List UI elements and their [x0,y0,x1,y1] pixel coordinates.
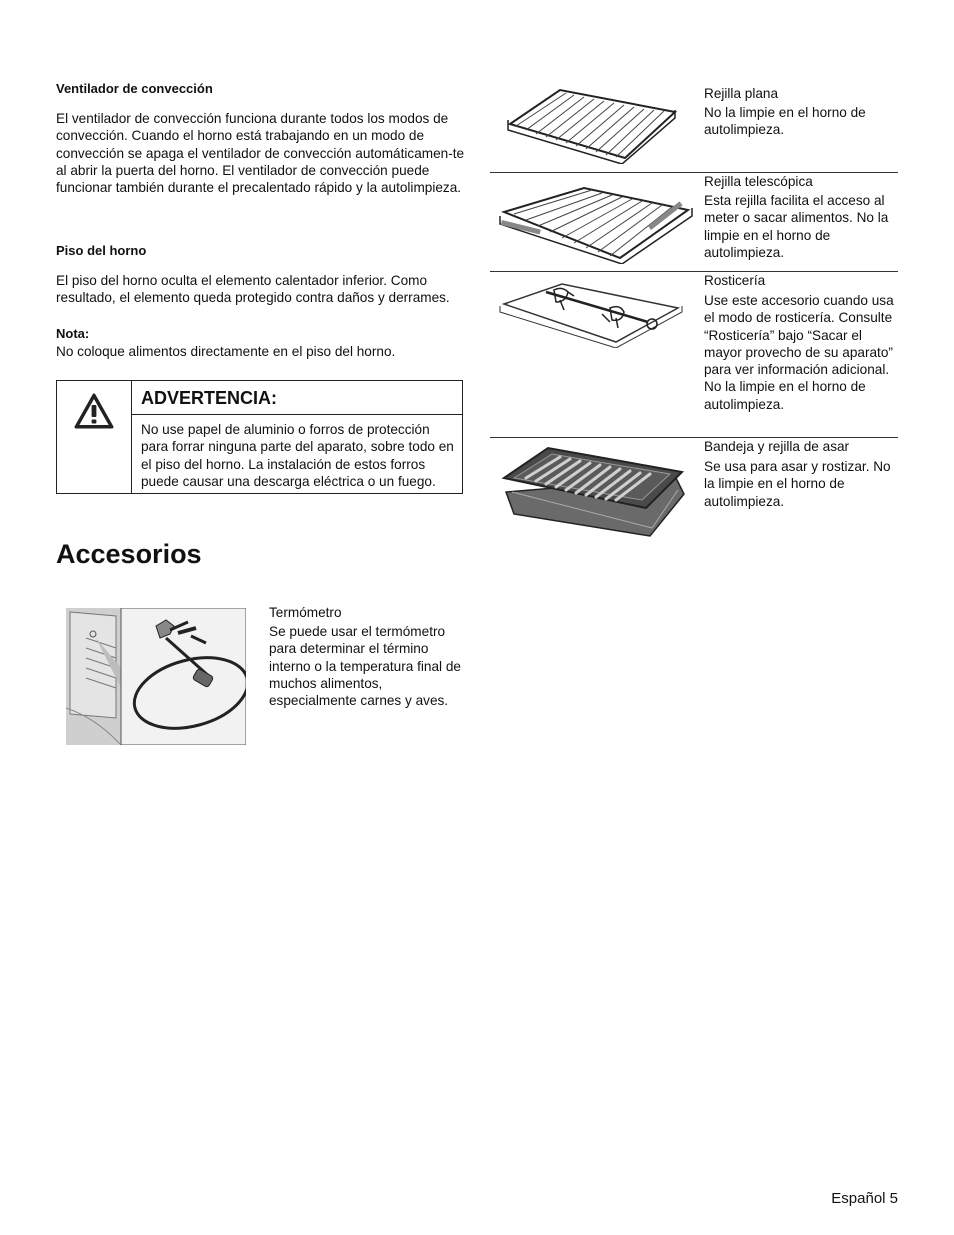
accessory-name-flat-rack: Rejilla plana [704,86,779,101]
convection-text: El ventilador de convección funciona durante todos los modos de convección. Cuando el horno está trabajando en un modo de convección se apaga el ventilador de convección automáticamen-te al abrir la puerta del horno. El ventilador de convección puede funcionar también durante el precalentado rápido y la autolimpieza. [56,111,465,196]
rotisserie-illustration [498,278,684,348]
warning-divider [131,414,462,415]
thermometer-name: Termómetro [269,605,342,620]
broil-pan-illustration [500,442,688,538]
warning-text: No use papel de aluminio o forros de protección para forrar ninguna parte del aparato, sobre todo en el piso del horno. La instalación de estos forros puede causar una descarga eléctrica o un fuego. [141,422,454,489]
accessory-name-broil-pan: Bandeja y rejilla de asar [704,439,850,454]
note-text: No coloque alimentos directamente en el piso del horno. [56,344,396,359]
thermometer-description: Se puede usar el termómetro para determinar el término interno o la temperatura final de muchos alimentos, especialmente carnes y aves. [269,624,461,709]
telescopic-rack-illustration [498,180,694,264]
accessory-description-broil-pan: Se usa para asar y rostizar. No la limpie en el horno de autolimpieza. [704,459,891,509]
floor-heading: Piso del horno [56,243,147,258]
accessories-title: Accesorios [56,539,202,569]
accessory-description-rotisserie: Use este accesorio cuando usa el modo de rosticería. Consulte “Rosticería” bajo “Sacar el mayor provecho de su aparato” para ver información adicional. No la limpie en el horno de autolimpieza. [704,293,894,412]
divider [490,271,898,272]
note-label: Nota: [56,326,90,341]
accessory-name-rotisserie: Rosticería [704,273,766,288]
accessory-description-flat-rack: No la limpie en el horno de autolimpieza. [704,105,866,138]
convection-paragraph [56,110,466,196]
warning-triangle-icon [73,392,115,430]
page-footer: Español 5 [831,1190,898,1207]
accessory-name-telescopic-rack: Rejilla telescópica [704,174,813,189]
warning-box [56,380,463,494]
thermometer-illustration [66,608,246,745]
divider [490,172,898,173]
accessory-description-telescopic-rack: Esta rejilla facilita el acceso al meter o sacar alimentos. No la limpie en el horno de autolimpieza. [704,193,889,260]
convection-heading: Ventilador de convección [56,81,213,96]
flat-rack-illustration [500,84,682,164]
warning-icon-cell [57,381,132,493]
warning-title: ADVERTENCIA: [141,388,278,408]
floor-paragraph: El piso del horno oculta el elemento calentador inferior. Como resultado, el elemento queda protegido contra daños y derrames. [56,273,450,306]
